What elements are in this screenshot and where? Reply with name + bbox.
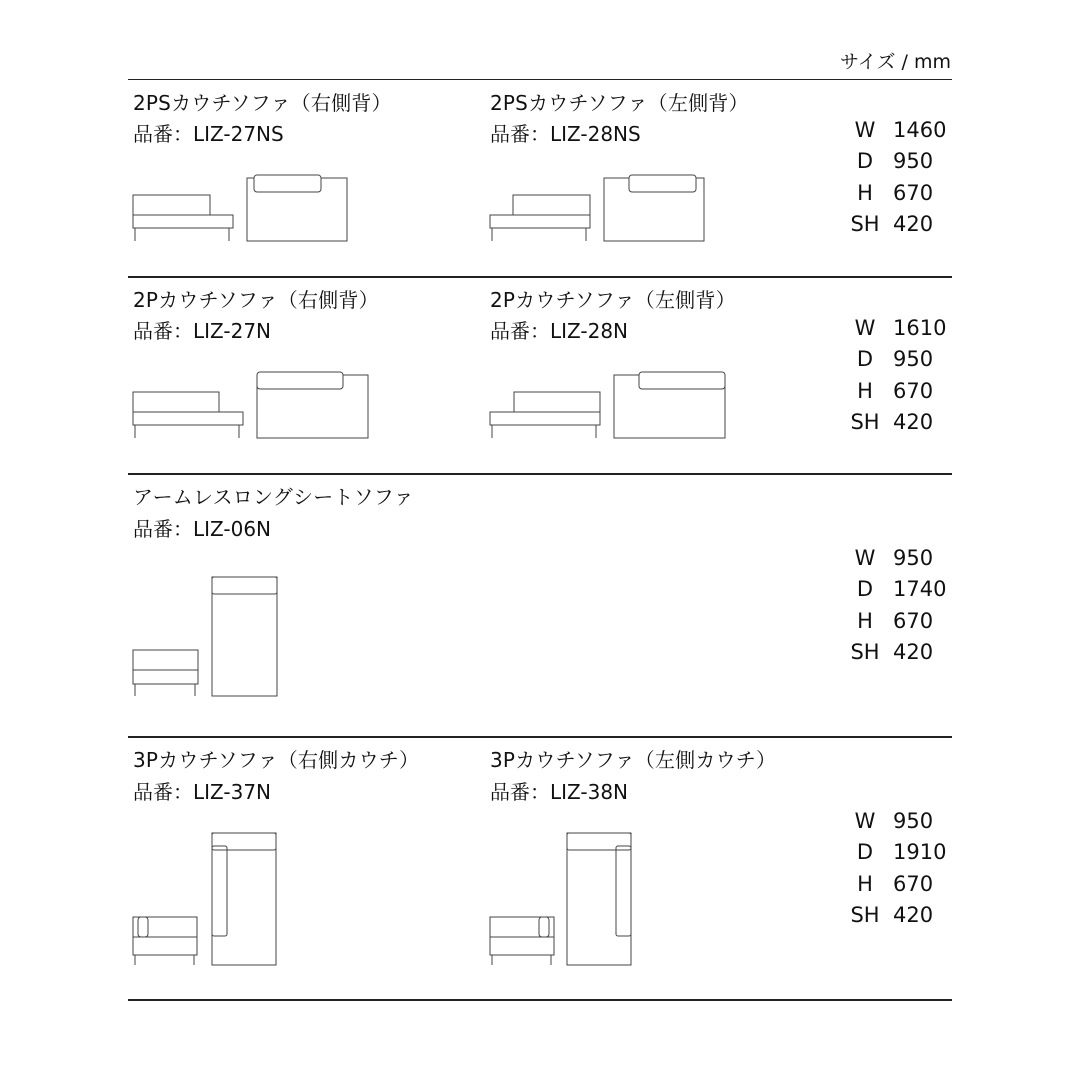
dimension-value: 670 [893,378,934,403]
dimension-row [845,177,955,209]
product-title: 3Pカウチソファ（右側カウチ） [133,748,420,772]
dimension-label: W [854,808,876,833]
dimension-list [845,542,955,668]
dimension-row [845,407,955,439]
dimension-row [845,146,955,178]
product-title: 3Pカウチソファ（左側カウチ） [490,748,777,772]
dimension-value: 1910 [893,840,947,865]
sofa-drawing-liz-37n [128,826,288,971]
dimension-label: D [856,577,874,602]
product-title: 2PSカウチソファ（左側背） [490,91,749,115]
dimension-value: 670 [893,608,934,633]
sofa-drawing-liz-27ns [128,170,353,250]
dimension-list [845,312,955,438]
dimension-value: 950 [893,545,934,570]
section-divider [128,473,952,475]
dimension-row [845,542,955,574]
dimension-row [845,344,955,376]
dimension-value: 950 [893,808,934,833]
dimension-row [845,637,955,669]
dimension-row [845,605,955,637]
product-title: アームレスロングシートソファ [133,485,414,509]
product-title: 2Pカウチソファ（左側背） [490,288,736,312]
product-code: 品番：LIZ-37N [133,780,272,804]
dimension-value: 420 [893,640,934,665]
dimension-row [845,868,955,900]
product-code: 品番：LIZ-28NS [490,122,641,146]
dimension-value: 420 [893,410,934,435]
section-divider [128,999,952,1001]
product-code: 品番：LIZ-28N [490,319,629,343]
sofa-drawing-liz-28n [485,367,730,447]
dimension-label: W [854,117,876,142]
dimension-label: SH [850,410,880,435]
dimension-row [845,312,955,344]
dimension-value: 950 [893,347,934,372]
dimension-value: 1740 [893,577,947,602]
dimension-label: W [854,315,876,340]
dimension-label: H [857,608,873,633]
product-code: 品番：LIZ-38N [490,780,629,804]
product-title: 2PSカウチソファ（右側背） [133,91,392,115]
dimension-label: SH [850,640,880,665]
dimension-row [845,209,955,241]
dimension-label: SH [850,212,880,237]
dimension-label: D [856,840,874,865]
dimension-list [845,805,955,931]
product-code: 品番：LIZ-27N [133,319,272,343]
sofa-drawing-liz-06n [128,570,288,705]
dimension-row [845,805,955,837]
section-divider [128,736,952,738]
dimension-label: H [857,378,873,403]
dimension-row [845,900,955,932]
dimension-value: 670 [893,180,934,205]
sofa-drawing-liz-27n [128,367,373,447]
dimension-label: D [856,347,874,372]
section-divider [128,276,952,278]
product-code: 品番：LIZ-27NS [133,122,284,146]
dimension-label: D [856,149,874,174]
section-divider [128,79,952,80]
dimension-value: 1460 [893,117,947,142]
dimension-label: H [857,871,873,896]
dimension-label: H [857,180,873,205]
dimension-label: W [854,545,876,570]
dimension-row [845,837,955,869]
dimension-value: 420 [893,212,934,237]
product-title: 2Pカウチソファ（右側背） [133,288,379,312]
sofa-drawing-liz-38n [485,826,645,971]
dimension-row [845,375,955,407]
dimension-label: SH [850,903,880,928]
sofa-drawing-liz-28ns [485,170,710,250]
dimension-value: 420 [893,903,934,928]
product-code: 品番：LIZ-06N [133,517,272,541]
dimension-list [845,114,955,240]
dimension-row [845,574,955,606]
dimension-value: 1610 [893,315,947,340]
dimension-value: 670 [893,871,934,896]
dimension-value: 950 [893,149,934,174]
dimension-row [845,114,955,146]
size-unit-label: サイズ / mm [840,51,951,73]
